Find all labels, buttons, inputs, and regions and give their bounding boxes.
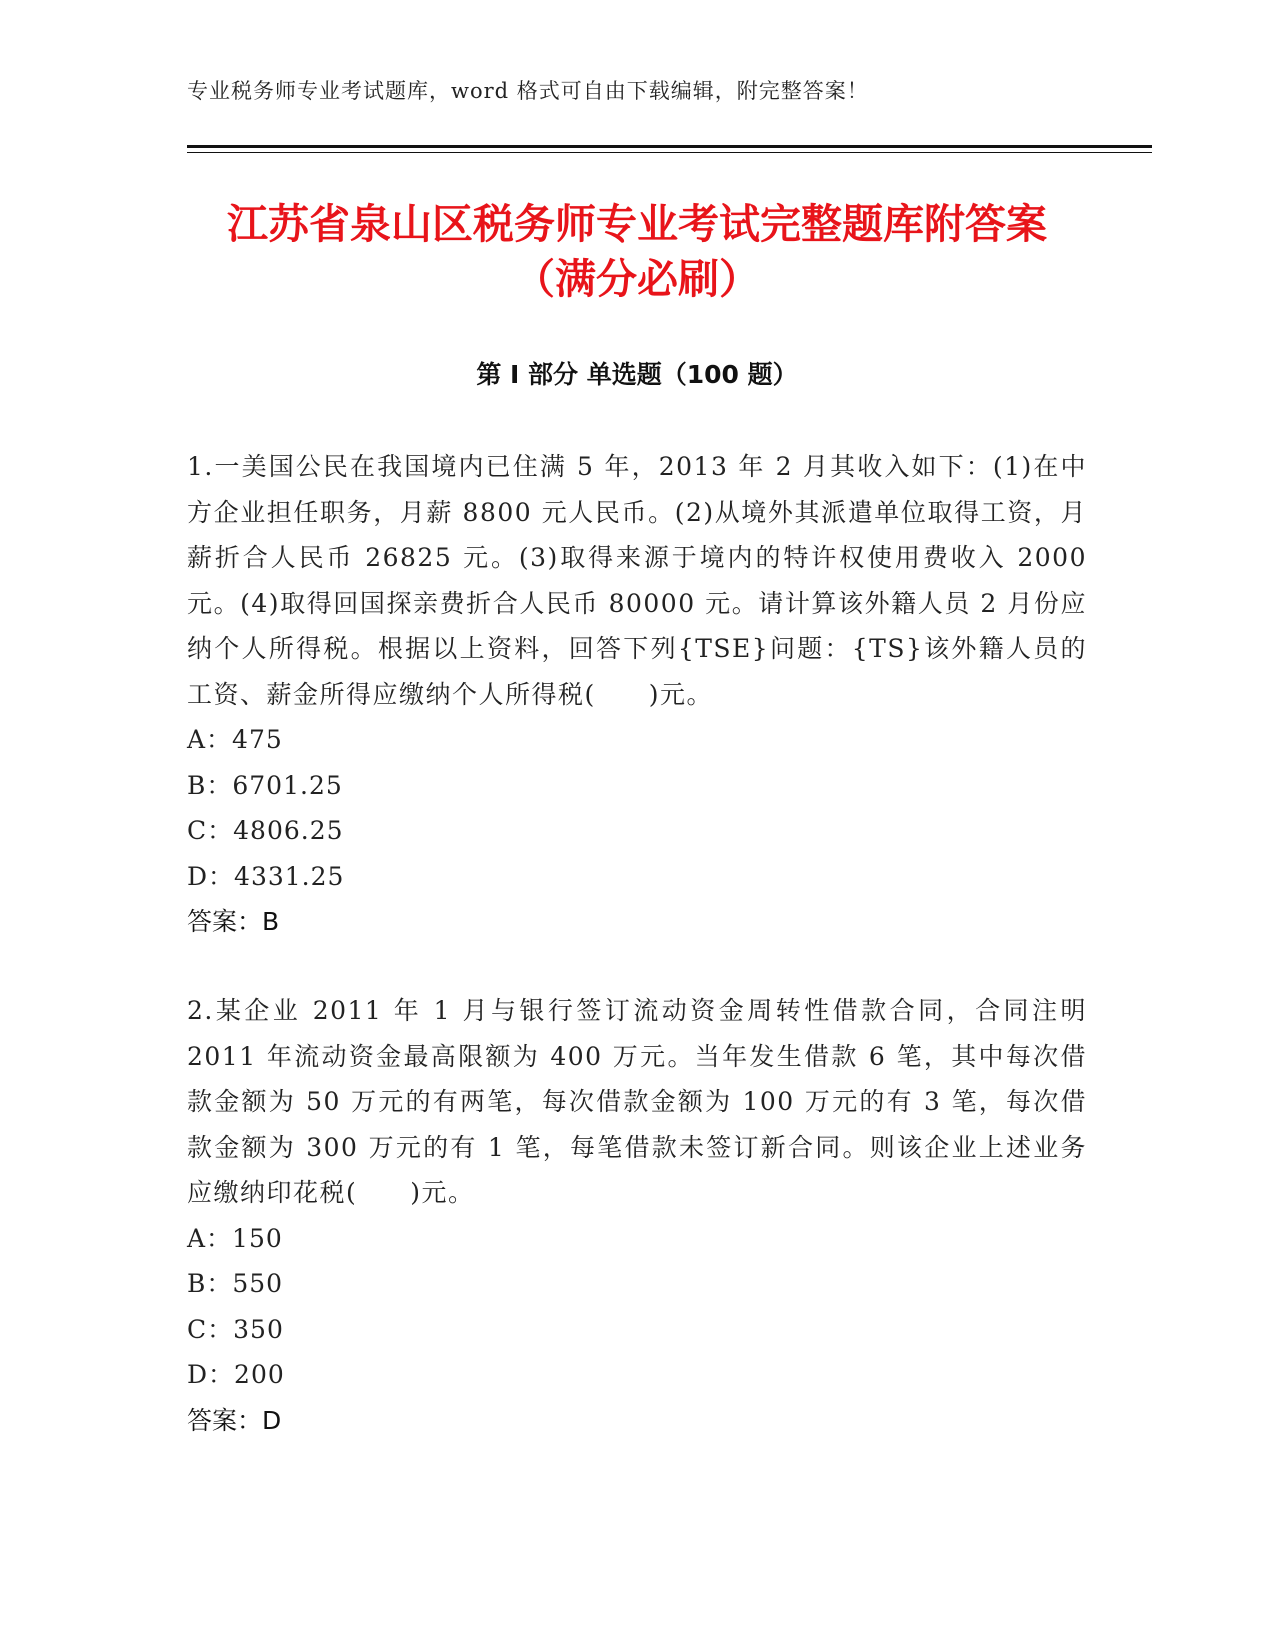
option-c: C：4806.25 bbox=[187, 816, 344, 845]
option-b: B：550 bbox=[187, 1269, 284, 1298]
header-note: 专业税务师专业考试题库，word 格式可自由下载编辑，附完整答案！ bbox=[187, 79, 869, 103]
header-divider bbox=[187, 145, 1152, 153]
option-d: D：4331.25 bbox=[187, 861, 345, 891]
section-heading: 第 I 部分 单选题（100 题） bbox=[476, 360, 798, 389]
option-a: A：150 bbox=[187, 1223, 283, 1253]
question-stem: 2.某企业 2011 年 1 月与银行签订流动资金周转性借款合同，合同注明 2011 年流动资金最高限额为 400 万元。当年发生借款 6 笔，其中每次借款金额为 50 万元的有两笔，每次借款金额为 100 万元的有 3 笔，每次借款金额为 300 万元的有 1 笔，每笔借款未签订新合同。则该企业上述业务应缴纳印花税( )元。 bbox=[187, 996, 1087, 1207]
option-a: A：475 bbox=[187, 725, 283, 754]
option-d: D：200 bbox=[187, 1360, 285, 1389]
option-b: B：6701.25 bbox=[187, 770, 343, 800]
question-2 bbox=[187, 988, 1087, 1443]
question-stem: 1.一美国公民在我国境内已住满 5 年，2013 年 2 月其收入如下：(1)在中方企业担任职务，月薪 8800 元人民币。(2)从境外其派遣单位取得工资，月薪折合人民币 26825 元。(3)取得来源于境内的特许权使用费收入 2000 元。(4)取得回国探亲费折合人民币 80000 元。请计算该外籍人员 2 月份应纳个人所得税。根据以上资料，回答下列{TSE}问题：{TS}该外籍人员的工资、薪金所得应缴纳个人所得税( )元。 bbox=[187, 452, 1087, 709]
document-title: 江苏省泉山区税务师专业考试完整题库附答案（满分必刷） bbox=[227, 200, 1047, 303]
answer: 答案：B bbox=[187, 907, 280, 936]
answer: 答案：D bbox=[187, 1405, 282, 1435]
question-1 bbox=[187, 444, 1087, 945]
option-c: C：350 bbox=[187, 1314, 284, 1344]
